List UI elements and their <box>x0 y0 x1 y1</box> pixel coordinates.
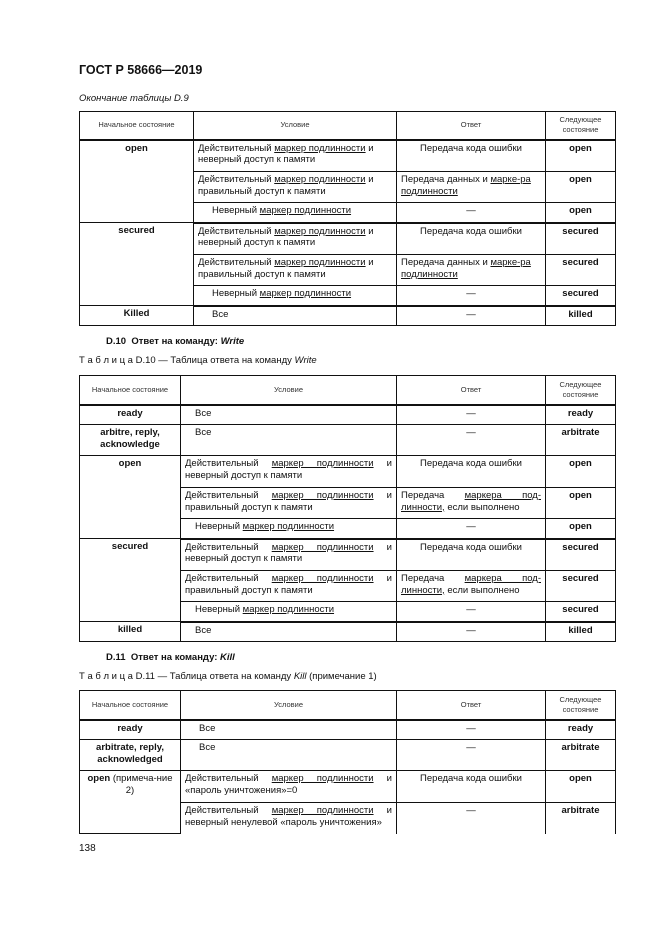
next-state-cell: open <box>546 203 616 223</box>
column-header: Условие <box>194 112 397 140</box>
table-row <box>80 771 616 803</box>
state-cell: secured <box>80 539 181 622</box>
answer-cell: — <box>397 803 546 834</box>
document-title: ГОСТ Р 58666—2019 <box>79 63 203 77</box>
condition-cell: Неверный маркер подлинности <box>194 286 397 306</box>
state-cell: open <box>80 456 181 539</box>
page-number: 138 <box>79 843 96 854</box>
condition-cell: Действительный маркер подлинности и неверный доступ к памяти <box>181 539 397 571</box>
table-row <box>80 539 616 571</box>
next-state-cell: secured <box>546 255 616 286</box>
state-cell: arbitre, reply, acknowledge <box>80 425 181 456</box>
condition-cell: Все <box>181 740 397 771</box>
table-row <box>80 720 616 740</box>
column-header: Начальное состояние <box>80 691 181 720</box>
column-header: Следующее состояние <box>546 112 616 140</box>
table-row <box>80 425 616 456</box>
table-row <box>80 740 616 771</box>
state-cell: secured <box>80 223 194 306</box>
answer-cell: — <box>397 405 546 425</box>
table-row <box>80 140 616 172</box>
state-cell: ready <box>80 405 181 425</box>
column-header: Следующее состояние <box>546 376 616 405</box>
answer-cell: Передача кода ошибки <box>397 539 546 571</box>
column-header: Следующее состояние <box>546 691 616 720</box>
next-state-cell: ready <box>546 405 616 425</box>
table-row <box>80 405 616 425</box>
answer-cell: — <box>397 740 546 771</box>
next-state-cell: arbitrate <box>546 425 616 456</box>
next-state-cell: secured <box>546 602 616 622</box>
answer-cell: — <box>397 602 546 622</box>
condition-cell: Действительный маркер подлинности и правильный доступ к памяти <box>181 488 397 519</box>
answer-cell: Передача данных и марке-ра подлинности <box>397 255 546 286</box>
answer-cell: — <box>397 622 546 642</box>
next-state-cell: secured <box>546 571 616 602</box>
table-d11-caption: Т а б л и ц а D.11 — Таблица ответа на команду Kill (примечание 1) <box>79 671 377 682</box>
condition-cell: Действительный маркер подлинности и неверный доступ к памяти <box>194 140 397 172</box>
next-state-cell: secured <box>546 286 616 306</box>
answer-cell: Передача кода ошибки <box>397 771 546 803</box>
table-d9-caption: Окончание таблицы D.9 <box>79 93 189 104</box>
column-header: Ответ <box>397 112 546 140</box>
condition-cell: Неверный маркер подлинности <box>181 519 397 539</box>
column-header: Начальное состояние <box>80 376 181 405</box>
next-state-cell: open <box>546 771 616 803</box>
condition-cell: Все <box>181 405 397 425</box>
condition-cell: Все <box>181 720 397 740</box>
answer-cell: Передача маркера под-линности, если выполнено <box>397 571 546 602</box>
condition-cell: Неверный маркер подлинности <box>194 203 397 223</box>
table-row <box>80 306 616 326</box>
condition-cell: Действительный маркер подлинности и неверный доступ к памяти <box>194 223 397 255</box>
next-state-cell: ready <box>546 720 616 740</box>
condition-cell: Действительный маркер подлинности и правильный доступ к памяти <box>194 172 397 203</box>
section-d11-heading: D.11 Ответ на команду: Kill <box>106 652 235 663</box>
next-state-cell: open <box>546 140 616 172</box>
answer-cell: Передача маркера под-линности, если выполнено <box>397 488 546 519</box>
answer-cell: — <box>397 519 546 539</box>
condition-cell: Действительный маркер подлинности и правильный доступ к памяти <box>194 255 397 286</box>
condition-cell: Все <box>181 622 397 642</box>
table-d11 <box>79 690 616 834</box>
column-header: Ответ <box>397 691 546 720</box>
table-row <box>80 223 616 255</box>
answer-cell: — <box>397 286 546 306</box>
section-d10-heading: D.10 Ответ на команду: Write <box>106 336 245 347</box>
answer-cell: Передача данных и марке-ра подлинности <box>397 172 546 203</box>
condition-cell: Действительный маркер подлинности и «пароль уничтожения»=0 <box>181 771 397 803</box>
answer-cell: Передача кода ошибки <box>397 223 546 255</box>
condition-cell: Действительный маркер подлинности и правильный доступ к памяти <box>181 571 397 602</box>
table-d10-caption: Т а б л и ц а D.10 — Таблица ответа на команду Write <box>79 355 317 366</box>
state-cell: open (примеча-ние 2) <box>80 771 181 834</box>
next-state-cell: open <box>546 456 616 488</box>
answer-cell: — <box>397 720 546 740</box>
column-header: Условие <box>181 691 397 720</box>
condition-cell: Неверный маркер подлинности <box>181 602 397 622</box>
state-cell: ready <box>80 720 181 740</box>
next-state-cell: open <box>546 488 616 519</box>
table-row <box>80 456 616 488</box>
table-row <box>80 622 616 642</box>
next-state-cell: killed <box>546 306 616 326</box>
answer-cell: — <box>397 203 546 223</box>
state-cell: killed <box>80 622 181 642</box>
next-state-cell: open <box>546 519 616 539</box>
next-state-cell: arbitrate <box>546 803 616 834</box>
next-state-cell: secured <box>546 539 616 571</box>
condition-cell: Действительный маркер подлинности и неверный ненулевой «пароль уничтожения» <box>181 803 397 834</box>
table-d9 <box>79 111 616 326</box>
state-cell: open <box>80 140 194 223</box>
condition-cell: Все <box>181 425 397 456</box>
next-state-cell: secured <box>546 223 616 255</box>
answer-cell: — <box>397 306 546 326</box>
state-cell: Killed <box>80 306 194 326</box>
column-header: Условие <box>181 376 397 405</box>
answer-cell: Передача кода ошибки <box>397 456 546 488</box>
table-d10 <box>79 375 616 642</box>
next-state-cell: killed <box>546 622 616 642</box>
state-cell: arbitrate, reply, acknowledged <box>80 740 181 771</box>
column-header: Ответ <box>397 376 546 405</box>
next-state-cell: arbitrate <box>546 740 616 771</box>
answer-cell: — <box>397 425 546 456</box>
column-header: Начальное состояние <box>80 112 194 140</box>
answer-cell: Передача кода ошибки <box>397 140 546 172</box>
condition-cell: Все <box>194 306 397 326</box>
next-state-cell: open <box>546 172 616 203</box>
condition-cell: Действительный маркер подлинности и неверный доступ к памяти <box>181 456 397 488</box>
